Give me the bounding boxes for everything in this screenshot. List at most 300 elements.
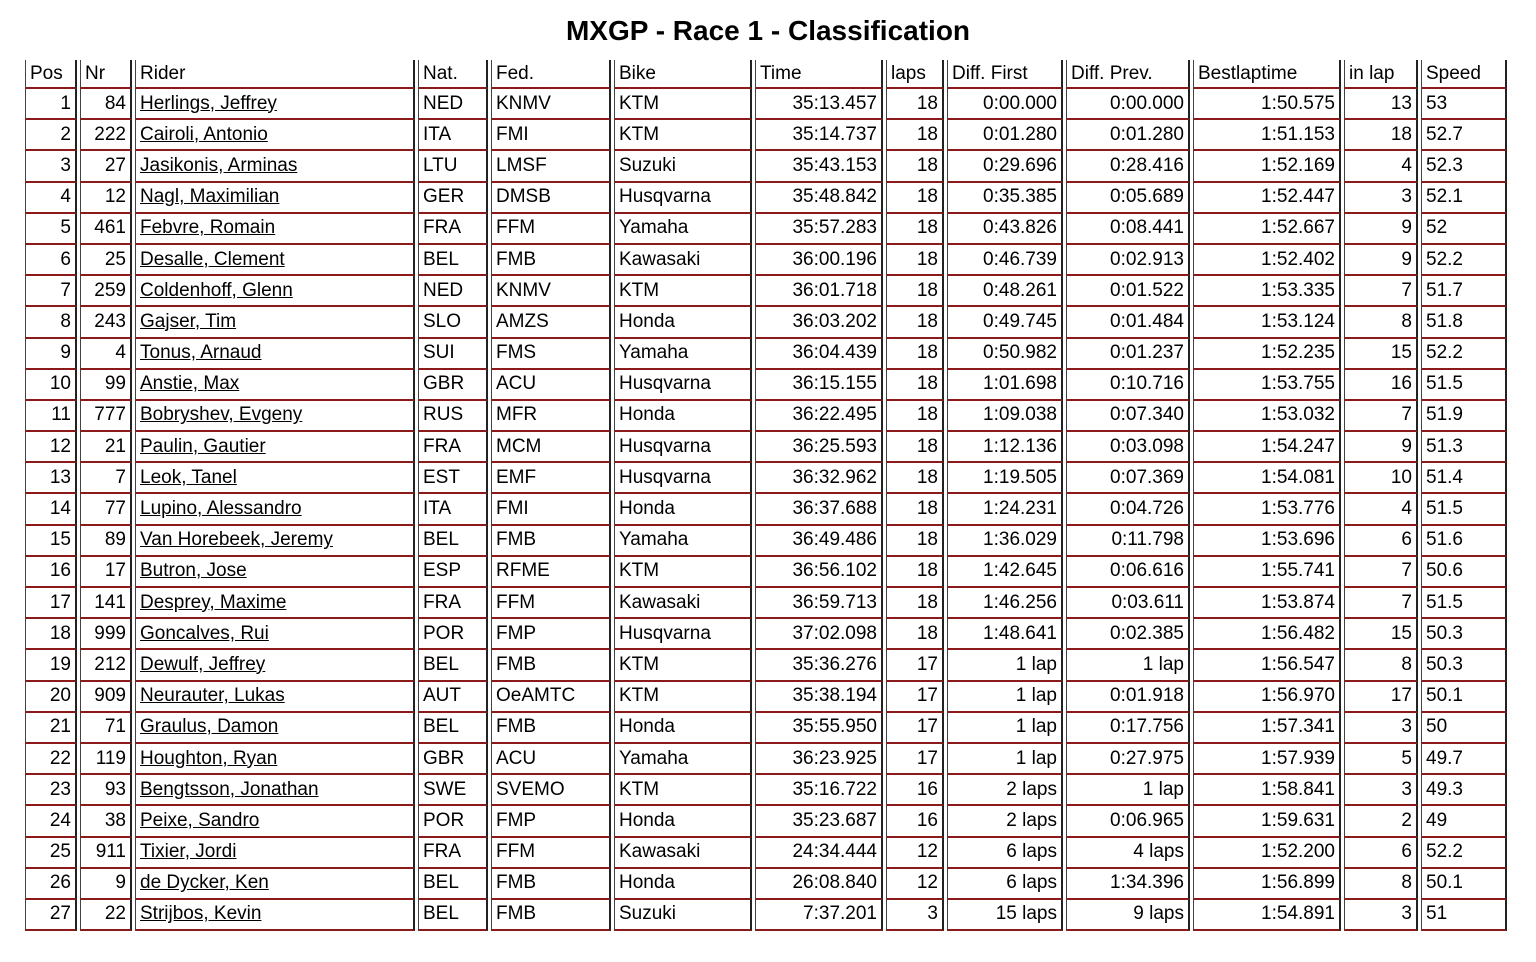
cell-diff-first: 1:42.645	[947, 557, 1063, 588]
cell-bestlaptime: 1:54.247	[1193, 432, 1341, 463]
cell-nr: 243	[80, 307, 132, 338]
col-header-in-lap: in lap	[1344, 60, 1418, 89]
table-row	[25, 89, 1507, 120]
cell-bestlaptime: 1:52.200	[1193, 838, 1341, 869]
cell-nat: SUI	[418, 339, 488, 370]
cell-diff-prev: 0:06.616	[1066, 557, 1190, 588]
rider-link[interactable]: Butron, Jose	[140, 560, 247, 582]
cell-laps: 3	[886, 900, 944, 931]
cell-diff-first: 0:46.739	[947, 245, 1063, 276]
cell-nr: 17	[80, 557, 132, 588]
col-header-fed: Fed.	[491, 60, 611, 89]
cell-time: 36:32.962	[755, 463, 883, 494]
rider-link[interactable]: Desalle, Clement	[140, 248, 285, 270]
table-row	[25, 494, 1507, 525]
cell-bestlaptime: 1:51.153	[1193, 120, 1341, 151]
cell-fed: FFM	[491, 838, 611, 869]
cell-in-lap: 15	[1344, 619, 1418, 650]
cell-time: 36:25.593	[755, 432, 883, 463]
cell-pos: 18	[25, 619, 77, 650]
cell-in-lap: 16	[1344, 370, 1418, 401]
cell-fed: FMB	[491, 526, 611, 557]
cell-time: 36:37.688	[755, 494, 883, 525]
cell-bike: Yamaha	[614, 744, 752, 775]
cell-laps: 16	[886, 775, 944, 806]
cell-nat: ESP	[418, 557, 488, 588]
cell-in-lap: 3	[1344, 775, 1418, 806]
cell-time: 35:23.687	[755, 806, 883, 837]
rider-link[interactable]: Tixier, Jordi	[140, 841, 237, 863]
cell-in-lap: 7	[1344, 276, 1418, 307]
cell-in-lap: 7	[1344, 401, 1418, 432]
cell-speed: 51.5	[1421, 494, 1507, 525]
cell-pos: 24	[25, 806, 77, 837]
col-header-speed: Speed	[1421, 60, 1507, 89]
cell-diff-prev: 0:07.369	[1066, 463, 1190, 494]
col-header-nat: Nat.	[418, 60, 488, 89]
rider-link[interactable]: Van Horebeek, Jeremy	[140, 529, 333, 551]
cell-nat: BEL	[418, 900, 488, 931]
cell-pos: 27	[25, 900, 77, 931]
cell-speed: 50.3	[1421, 619, 1507, 650]
cell-nr: 99	[80, 370, 132, 401]
cell-laps: 18	[886, 276, 944, 307]
cell-speed: 52.1	[1421, 183, 1507, 214]
cell-diff-prev: 0:03.098	[1066, 432, 1190, 463]
cell-bestlaptime: 1:56.970	[1193, 682, 1341, 713]
col-header-pos: Pos	[25, 60, 77, 89]
cell-rider	[135, 432, 415, 463]
cell-time: 37:02.098	[755, 619, 883, 650]
cell-bestlaptime: 1:50.575	[1193, 89, 1341, 120]
cell-fed: FMB	[491, 245, 611, 276]
cell-diff-prev: 0:28.416	[1066, 151, 1190, 182]
cell-fed: FMS	[491, 339, 611, 370]
cell-time: 36:15.155	[755, 370, 883, 401]
rider-link[interactable]: Cairoli, Antonio	[140, 123, 268, 145]
cell-bestlaptime: 1:52.169	[1193, 151, 1341, 182]
cell-rider	[135, 588, 415, 619]
col-header-diff-first: Diff. First	[947, 60, 1063, 89]
cell-laps: 18	[886, 432, 944, 463]
cell-rider	[135, 307, 415, 338]
table-row	[25, 682, 1507, 713]
rider-link[interactable]: Jasikonis, Arminas	[140, 154, 298, 176]
rider-link[interactable]: Febvre, Romain	[140, 217, 276, 239]
cell-bestlaptime: 1:53.032	[1193, 401, 1341, 432]
cell-nat: GBR	[418, 744, 488, 775]
cell-diff-prev: 1 lap	[1066, 775, 1190, 806]
cell-in-lap: 15	[1344, 339, 1418, 370]
rider-link[interactable]: Peixe, Sandro	[140, 809, 260, 831]
cell-bestlaptime: 1:53.335	[1193, 276, 1341, 307]
col-header-time: Time	[755, 60, 883, 89]
table-row	[25, 276, 1507, 307]
cell-diff-prev: 0:06.965	[1066, 806, 1190, 837]
cell-rider	[135, 557, 415, 588]
rider-link[interactable]: Goncalves, Rui	[140, 622, 269, 644]
cell-rider	[135, 276, 415, 307]
rider-link[interactable]: Desprey, Maxime	[140, 591, 287, 613]
cell-time: 36:00.196	[755, 245, 883, 276]
cell-bike: KTM	[614, 276, 752, 307]
rider-link[interactable]: Paulin, Gautier	[140, 435, 266, 457]
cell-fed: FMB	[491, 650, 611, 681]
cell-rider	[135, 214, 415, 245]
page-title: MXGP - Race 1 - Classification	[565, 15, 971, 46]
cell-diff-prev: 0:00.000	[1066, 89, 1190, 120]
cell-pos: 16	[25, 557, 77, 588]
cell-speed: 52.7	[1421, 120, 1507, 151]
cell-bestlaptime: 1:52.235	[1193, 339, 1341, 370]
cell-laps: 18	[886, 245, 944, 276]
cell-bike: Honda	[614, 494, 752, 525]
table-row	[25, 370, 1507, 401]
cell-in-lap: 2	[1344, 806, 1418, 837]
table-row	[25, 339, 1507, 370]
cell-bike: Husqvarna	[614, 463, 752, 494]
cell-laps: 12	[886, 838, 944, 869]
cell-nr: 909	[80, 682, 132, 713]
cell-bestlaptime: 1:57.939	[1193, 744, 1341, 775]
cell-nat: POR	[418, 806, 488, 837]
cell-bestlaptime: 1:53.874	[1193, 588, 1341, 619]
cell-rider	[135, 682, 415, 713]
cell-nr: 9	[80, 869, 132, 900]
cell-fed: FMB	[491, 869, 611, 900]
cell-bestlaptime: 1:56.482	[1193, 619, 1341, 650]
cell-diff-prev: 0:05.689	[1066, 183, 1190, 214]
cell-nr: 141	[80, 588, 132, 619]
cell-diff-prev: 0:08.441	[1066, 214, 1190, 245]
cell-bestlaptime: 1:53.124	[1193, 307, 1341, 338]
rider-link[interactable]: Dewulf, Jeffrey	[140, 653, 266, 675]
rider-link[interactable]: Neurauter, Lukas	[140, 685, 285, 707]
cell-speed: 51.3	[1421, 432, 1507, 463]
cell-rider	[135, 806, 415, 837]
cell-diff-first: 1:46.256	[947, 588, 1063, 619]
cell-laps: 18	[886, 214, 944, 245]
cell-laps: 18	[886, 494, 944, 525]
cell-speed: 50.6	[1421, 557, 1507, 588]
cell-pos: 7	[25, 276, 77, 307]
cell-laps: 17	[886, 744, 944, 775]
cell-time: 36:22.495	[755, 401, 883, 432]
cell-nat: FRA	[418, 214, 488, 245]
rider-link[interactable]: Gajser, Tim	[140, 310, 237, 332]
cell-diff-first: 0:29.696	[947, 151, 1063, 182]
col-header-rider: Rider	[135, 60, 415, 89]
cell-in-lap: 8	[1344, 307, 1418, 338]
cell-diff-first: 1 lap	[947, 713, 1063, 744]
cell-bike: Husqvarna	[614, 370, 752, 401]
cell-diff-first: 6 laps	[947, 838, 1063, 869]
cell-laps: 18	[886, 307, 944, 338]
cell-pos: 11	[25, 401, 77, 432]
cell-pos: 1	[25, 89, 77, 120]
cell-pos: 10	[25, 370, 77, 401]
cell-bike: KTM	[614, 557, 752, 588]
cell-laps: 12	[886, 869, 944, 900]
cell-rider	[135, 89, 415, 120]
cell-bike: Husqvarna	[614, 183, 752, 214]
cell-nr: 222	[80, 120, 132, 151]
cell-in-lap: 7	[1344, 557, 1418, 588]
cell-time: 36:03.202	[755, 307, 883, 338]
cell-diff-prev: 0:03.611	[1066, 588, 1190, 619]
cell-fed: FMB	[491, 900, 611, 931]
cell-diff-first: 1:12.136	[947, 432, 1063, 463]
cell-fed: KNMV	[491, 89, 611, 120]
cell-bike: Husqvarna	[614, 619, 752, 650]
cell-diff-first: 0:49.745	[947, 307, 1063, 338]
cell-bike: KTM	[614, 650, 752, 681]
cell-rider	[135, 370, 415, 401]
cell-nat: SLO	[418, 307, 488, 338]
rider-link[interactable]: Coldenhoff, Glenn	[140, 279, 293, 301]
cell-diff-first: 1:19.505	[947, 463, 1063, 494]
cell-diff-prev: 0:02.913	[1066, 245, 1190, 276]
cell-fed: ACU	[491, 744, 611, 775]
cell-in-lap: 6	[1344, 526, 1418, 557]
cell-speed: 51.4	[1421, 463, 1507, 494]
cell-diff-first: 0:01.280	[947, 120, 1063, 151]
cell-diff-prev: 0:02.385	[1066, 619, 1190, 650]
cell-diff-prev: 0:17.756	[1066, 713, 1190, 744]
rider-link[interactable]: Graulus, Damon	[140, 716, 279, 738]
cell-in-lap: 6	[1344, 838, 1418, 869]
cell-diff-first: 1:09.038	[947, 401, 1063, 432]
cell-speed: 53	[1421, 89, 1507, 120]
cell-time: 26:08.840	[755, 869, 883, 900]
cell-nr: 7	[80, 463, 132, 494]
rider-link[interactable]: Bobryshev, Evgeny	[140, 404, 303, 426]
table-body	[25, 89, 1507, 931]
cell-in-lap: 8	[1344, 650, 1418, 681]
cell-bike: Honda	[614, 307, 752, 338]
cell-rider	[135, 619, 415, 650]
cell-pos: 22	[25, 744, 77, 775]
cell-bestlaptime: 1:54.891	[1193, 900, 1341, 931]
cell-nr: 259	[80, 276, 132, 307]
cell-laps: 18	[886, 526, 944, 557]
cell-speed: 51	[1421, 900, 1507, 931]
cell-nr: 4	[80, 339, 132, 370]
table-row	[25, 900, 1507, 931]
cell-bike: Suzuki	[614, 151, 752, 182]
cell-nat: NED	[418, 276, 488, 307]
cell-pos: 13	[25, 463, 77, 494]
table-row	[25, 557, 1507, 588]
cell-rider	[135, 120, 415, 151]
cell-time: 36:23.925	[755, 744, 883, 775]
cell-diff-prev: 9 laps	[1066, 900, 1190, 931]
cell-diff-prev: 0:01.280	[1066, 120, 1190, 151]
cell-diff-prev: 0:01.918	[1066, 682, 1190, 713]
cell-nat: FRA	[418, 838, 488, 869]
table-row	[25, 650, 1507, 681]
rider-link[interactable]: Tonus, Arnaud	[140, 342, 262, 364]
cell-nat: POR	[418, 619, 488, 650]
table-row	[25, 869, 1507, 900]
cell-diff-first: 0:00.000	[947, 89, 1063, 120]
cell-nat: AUT	[418, 682, 488, 713]
table-row	[25, 245, 1507, 276]
table-row	[25, 463, 1507, 494]
cell-bestlaptime: 1:54.081	[1193, 463, 1341, 494]
cell-speed: 50.1	[1421, 869, 1507, 900]
cell-pos: 6	[25, 245, 77, 276]
cell-rider	[135, 526, 415, 557]
cell-pos: 4	[25, 183, 77, 214]
cell-pos: 19	[25, 650, 77, 681]
cell-fed: FMP	[491, 619, 611, 650]
cell-time: 35:16.722	[755, 775, 883, 806]
cell-time: 36:49.486	[755, 526, 883, 557]
cell-fed: RFME	[491, 557, 611, 588]
cell-bestlaptime: 1:53.776	[1193, 494, 1341, 525]
rider-link[interactable]: Strijbos, Kevin	[140, 903, 262, 925]
rider-link[interactable]: de Dycker, Ken	[140, 872, 269, 894]
cell-bike: Husqvarna	[614, 432, 752, 463]
cell-nr: 911	[80, 838, 132, 869]
cell-diff-prev: 1:34.396	[1066, 869, 1190, 900]
cell-bike: KTM	[614, 89, 752, 120]
table-row	[25, 588, 1507, 619]
cell-fed: OeAMTC	[491, 682, 611, 713]
cell-nat: RUS	[418, 401, 488, 432]
cell-speed: 52.2	[1421, 339, 1507, 370]
cell-bike: Honda	[614, 713, 752, 744]
cell-bike: KTM	[614, 775, 752, 806]
cell-time: 36:56.102	[755, 557, 883, 588]
cell-diff-first: 0:35.385	[947, 183, 1063, 214]
cell-nr: 93	[80, 775, 132, 806]
cell-nr: 71	[80, 713, 132, 744]
cell-time: 35:13.457	[755, 89, 883, 120]
rider-link[interactable]: Bengtsson, Jonathan	[140, 778, 319, 800]
cell-speed: 51.5	[1421, 370, 1507, 401]
cell-diff-prev: 4 laps	[1066, 838, 1190, 869]
cell-bestlaptime: 1:59.631	[1193, 806, 1341, 837]
cell-pos: 20	[25, 682, 77, 713]
rider-link[interactable]: Houghton, Ryan	[140, 747, 278, 769]
cell-diff-first: 1:36.029	[947, 526, 1063, 557]
cell-pos: 21	[25, 713, 77, 744]
cell-time: 24:34.444	[755, 838, 883, 869]
cell-nr: 12	[80, 183, 132, 214]
cell-diff-first: 0:48.261	[947, 276, 1063, 307]
cell-nat: GBR	[418, 370, 488, 401]
table-row	[25, 307, 1507, 338]
cell-nat: ITA	[418, 494, 488, 525]
cell-fed: FMB	[491, 713, 611, 744]
cell-diff-prev: 0:01.484	[1066, 307, 1190, 338]
cell-bestlaptime: 1:56.899	[1193, 869, 1341, 900]
cell-speed: 49	[1421, 806, 1507, 837]
table-row	[25, 744, 1507, 775]
rider-link[interactable]: Nagl, Maximilian	[140, 186, 280, 208]
rider-link[interactable]: Lupino, Alessandro	[140, 498, 302, 520]
rider-link[interactable]: Anstie, Max	[140, 373, 240, 395]
cell-laps: 17	[886, 650, 944, 681]
cell-time: 36:01.718	[755, 276, 883, 307]
cell-rider	[135, 744, 415, 775]
cell-bestlaptime: 1:55.741	[1193, 557, 1341, 588]
cell-bestlaptime: 1:57.341	[1193, 713, 1341, 744]
cell-fed: EMF	[491, 463, 611, 494]
table-row	[25, 151, 1507, 182]
cell-speed: 51.8	[1421, 307, 1507, 338]
col-header-bike: Bike	[614, 60, 752, 89]
cell-nr: 38	[80, 806, 132, 837]
cell-fed: MFR	[491, 401, 611, 432]
cell-rider	[135, 713, 415, 744]
cell-nr: 21	[80, 432, 132, 463]
cell-time: 35:57.283	[755, 214, 883, 245]
cell-diff-first: 1:48.641	[947, 619, 1063, 650]
cell-diff-prev: 0:11.798	[1066, 526, 1190, 557]
table-row	[25, 183, 1507, 214]
cell-nat: ITA	[418, 120, 488, 151]
cell-in-lap: 8	[1344, 869, 1418, 900]
cell-fed: FMI	[491, 120, 611, 151]
cell-in-lap: 3	[1344, 713, 1418, 744]
cell-laps: 17	[886, 713, 944, 744]
cell-nr: 27	[80, 151, 132, 182]
cell-rider	[135, 339, 415, 370]
cell-bike: Yamaha	[614, 214, 752, 245]
cell-pos: 9	[25, 339, 77, 370]
cell-bike: Suzuki	[614, 900, 752, 931]
cell-pos: 26	[25, 869, 77, 900]
cell-rider	[135, 650, 415, 681]
cell-in-lap: 10	[1344, 463, 1418, 494]
cell-fed: SVEMO	[491, 775, 611, 806]
cell-diff-prev: 0:04.726	[1066, 494, 1190, 525]
cell-bestlaptime: 1:52.402	[1193, 245, 1341, 276]
table-row	[25, 775, 1507, 806]
cell-speed: 52	[1421, 214, 1507, 245]
cell-bike: Kawasaki	[614, 245, 752, 276]
cell-in-lap: 13	[1344, 89, 1418, 120]
table-row	[25, 401, 1507, 432]
col-header-nr: Nr	[80, 60, 132, 89]
cell-diff-first: 0:50.982	[947, 339, 1063, 370]
cell-nat: BEL	[418, 869, 488, 900]
cell-rider	[135, 838, 415, 869]
cell-speed: 49.3	[1421, 775, 1507, 806]
cell-speed: 51.7	[1421, 276, 1507, 307]
cell-in-lap: 4	[1344, 151, 1418, 182]
cell-in-lap: 9	[1344, 245, 1418, 276]
cell-pos: 15	[25, 526, 77, 557]
rider-link[interactable]: Herlings, Jeffrey	[140, 92, 277, 114]
cell-nr: 461	[80, 214, 132, 245]
cell-diff-first: 1 lap	[947, 744, 1063, 775]
cell-in-lap: 7	[1344, 588, 1418, 619]
cell-diff-prev: 0:07.340	[1066, 401, 1190, 432]
cell-fed: KNMV	[491, 276, 611, 307]
cell-bike: Honda	[614, 869, 752, 900]
cell-nr: 22	[80, 900, 132, 931]
cell-fed: FMP	[491, 806, 611, 837]
cell-time: 35:48.842	[755, 183, 883, 214]
cell-bestlaptime: 1:56.547	[1193, 650, 1341, 681]
cell-nat: BEL	[418, 526, 488, 557]
cell-nat: LTU	[418, 151, 488, 182]
rider-link[interactable]: Leok, Tanel	[140, 466, 237, 488]
